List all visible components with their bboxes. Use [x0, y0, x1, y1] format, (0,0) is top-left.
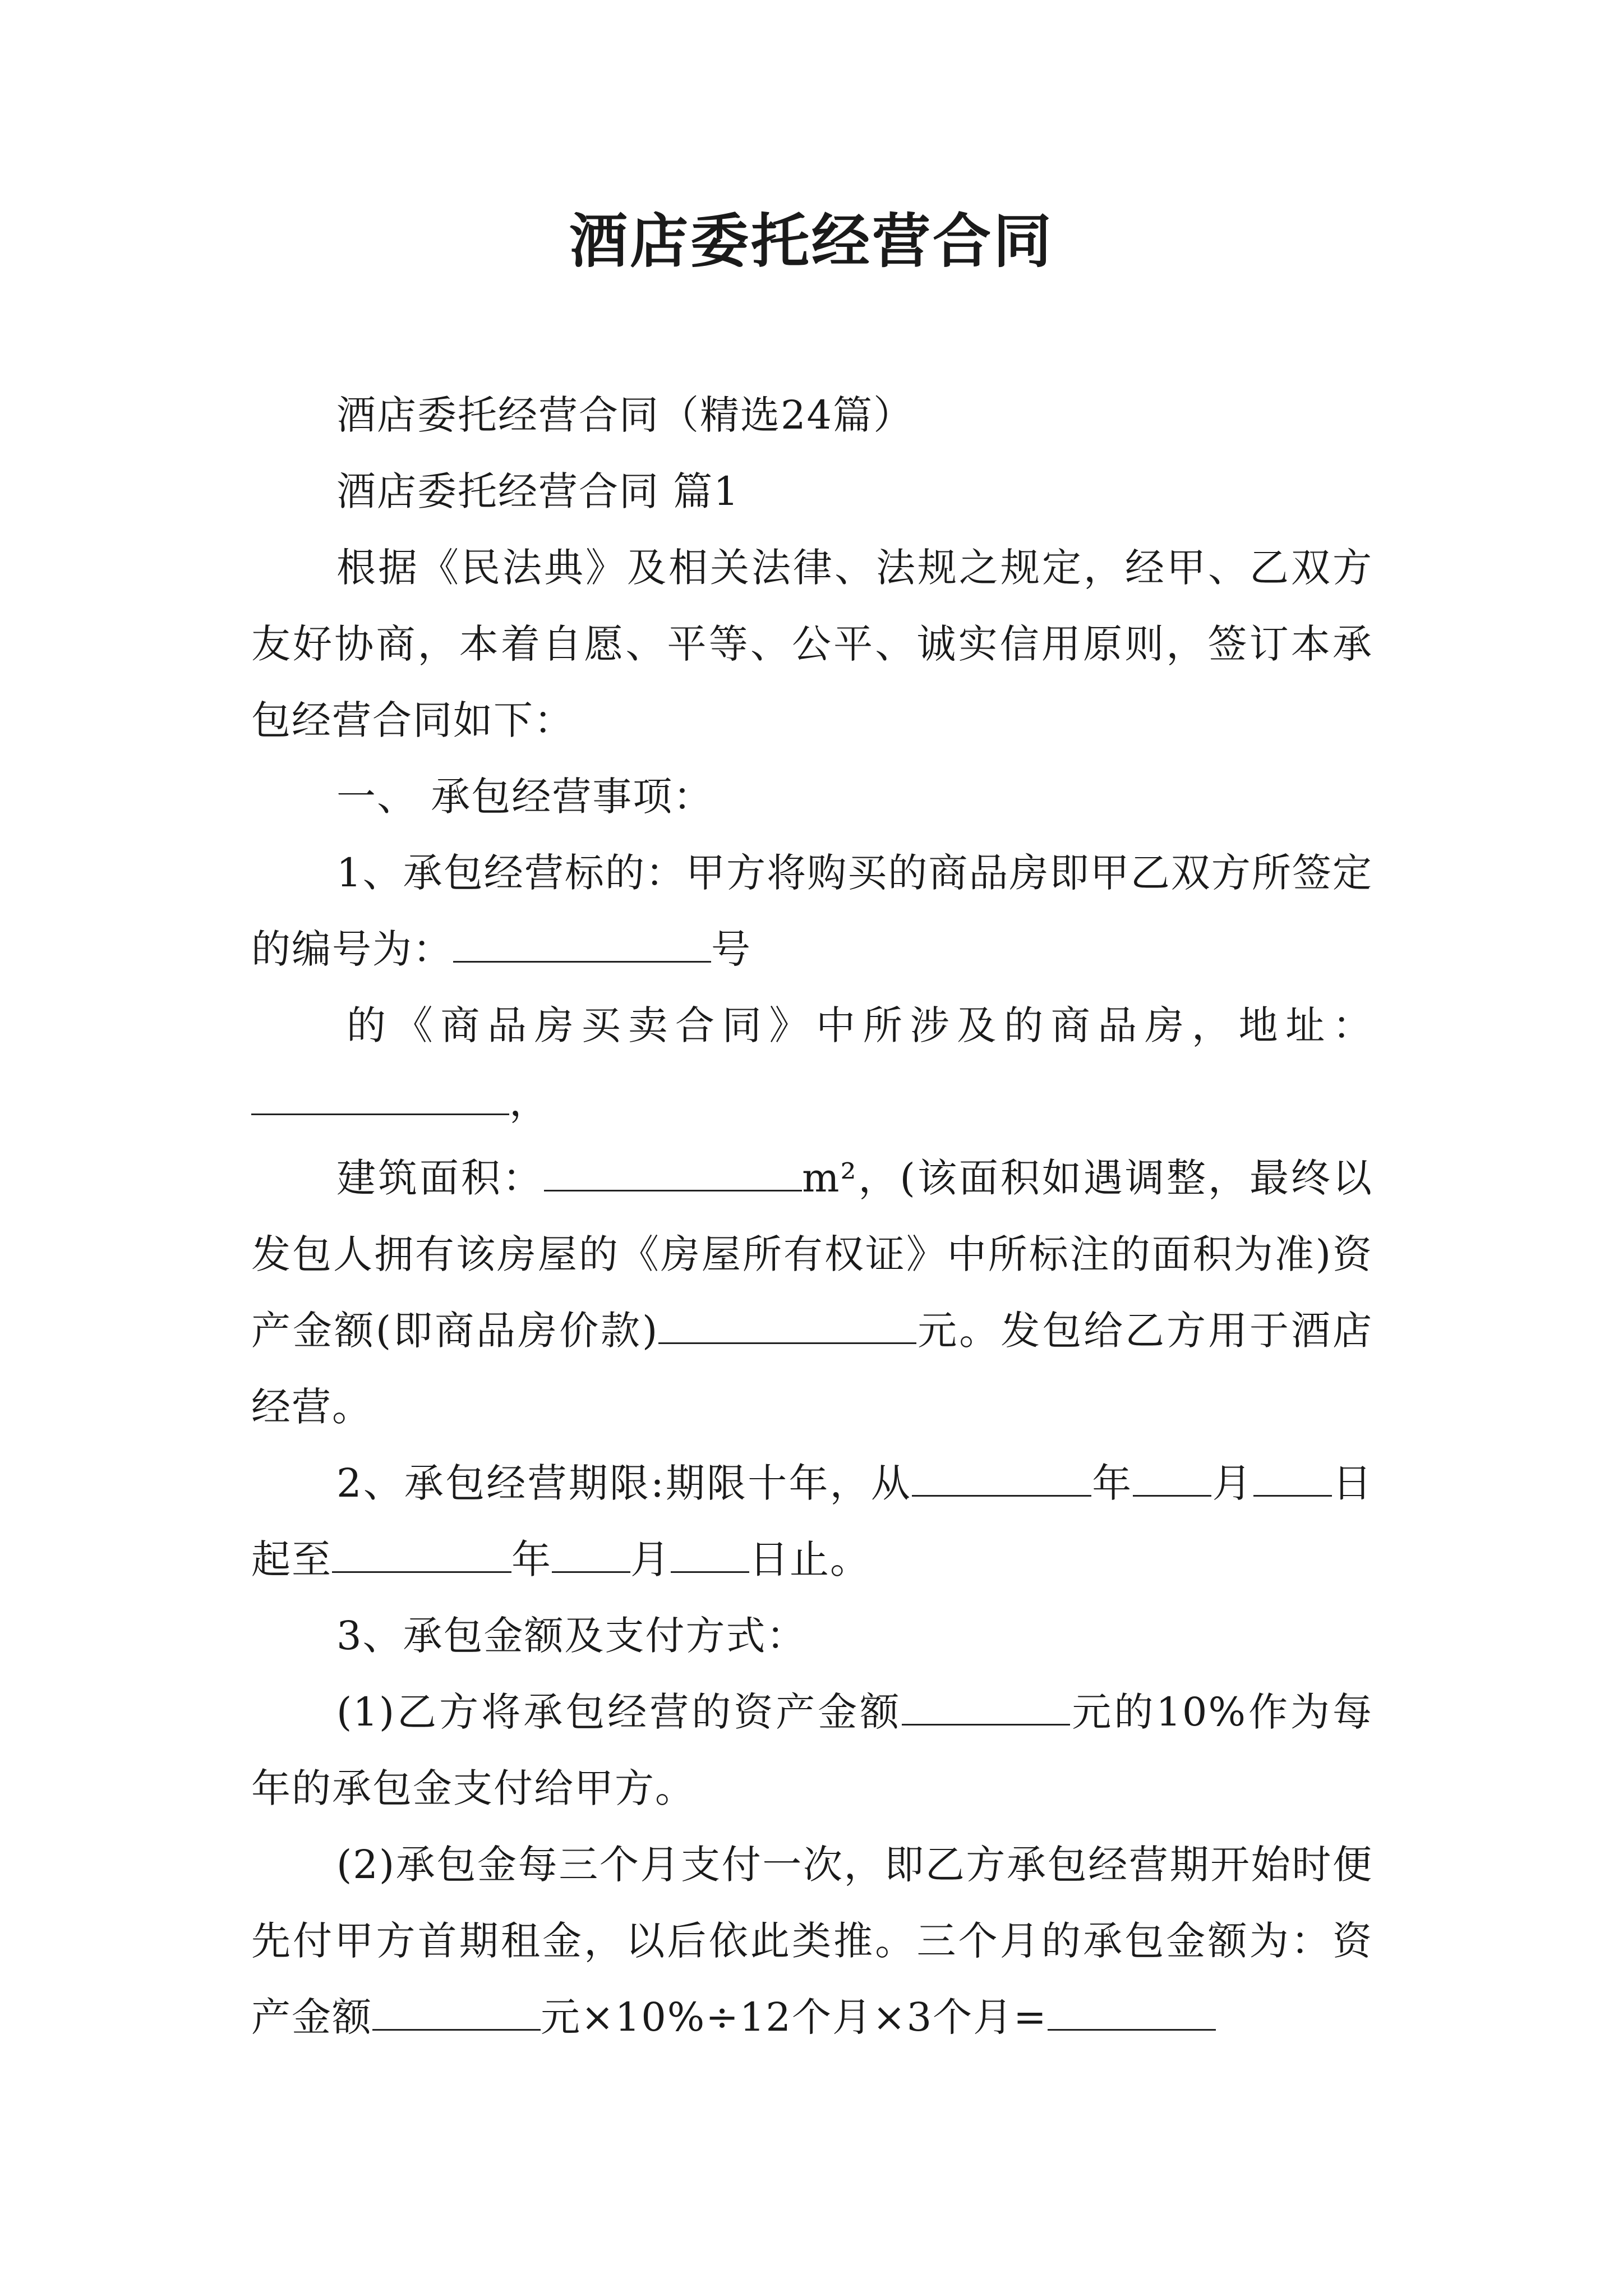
clause-2-year1: 年	[1091, 1460, 1133, 1506]
clause-2-month1: 月	[1211, 1460, 1253, 1506]
document-body	[251, 377, 1373, 2055]
blank-end-month	[552, 1538, 630, 1573]
subtitle-text: 酒店委托经营合同（精选24篇）	[336, 392, 914, 438]
clause-2-month2: 月	[630, 1536, 671, 1582]
clause-3-1-end: 元的10%作为每年的承包金支付给甲方。	[251, 1689, 1373, 1811]
blank-start-day	[1253, 1461, 1332, 1497]
clause-3-2-formula: 元×10%÷12个月×3个月=	[541, 1994, 1048, 2040]
blank-end-year	[332, 1538, 511, 1573]
clause-3-2	[251, 1826, 1373, 2055]
item-one-heading-text: 一、 承包经营事项：	[336, 774, 714, 820]
clause-1-area-end: 元。发包给乙方用于酒店经营。	[251, 1308, 1373, 1430]
clause-1-subject	[251, 835, 1373, 987]
blank-address	[251, 1080, 509, 1115]
clause-1-area-start: 建筑面积：	[336, 1155, 545, 1201]
clause-3-heading	[251, 1598, 1373, 1674]
clause-2-year2: 年	[511, 1536, 552, 1582]
blank-quarter-amount	[1048, 1995, 1216, 2031]
clause-1-address	[251, 987, 1373, 1140]
blank-asset-amount	[658, 1309, 916, 1344]
intro-paragraph	[251, 530, 1373, 758]
intro-text: 根据《民法典》及相关法律、法规之规定，经甲、乙双方友好协商，本着自愿、平等、公平、诚实信用原则，签订本承包经营合同如下：	[251, 545, 1373, 743]
blank-asset-amount-3	[372, 1995, 541, 2031]
clause-3-1	[251, 1674, 1373, 1826]
blank-start-month	[1133, 1461, 1211, 1497]
section-heading-text: 酒店委托经营合同 篇1	[336, 468, 740, 514]
subtitle	[251, 377, 1373, 453]
clause-1-area	[251, 1140, 1373, 1445]
blank-asset-amount-2	[902, 1690, 1070, 1726]
clause-2-start: 2、承包经营期限:期限十年，从	[336, 1460, 912, 1506]
clause-1-address-text: 的《商品房买卖合同》中所涉及的商品房，地址：	[347, 1002, 1373, 1048]
clause-1-subject-text: 1、承包经营标的：甲方将购买的商品房即甲乙双方所签定的编号为：	[251, 850, 1373, 972]
clause-2-term	[251, 1445, 1373, 1598]
clause-1-address-end: ，	[509, 1079, 550, 1125]
clause-1-subject-end: 号	[711, 926, 751, 972]
document-title: 酒店委托经营合同	[569, 206, 1054, 275]
blank-area	[544, 1156, 802, 1191]
clause-2-end: 日止。	[749, 1536, 870, 1582]
blank-end-day	[671, 1538, 749, 1573]
item-one-heading	[251, 758, 1373, 835]
section-heading	[251, 453, 1373, 530]
clause-1-area-mid: m²，(该面积如遇调整，最终以发包人拥有该房屋的《房屋所有权证》中所标注的面积为准)资产金额(即商品房价款)	[251, 1155, 1373, 1354]
blank-start-year	[912, 1461, 1091, 1497]
clause-3-2-text: (2)承包金每三个月支付一次，即乙方承包经营期开始时便先付甲方首期租金，以后依此类推。三个月的承包金额为：资产金额	[251, 1842, 1373, 2040]
clause-2-day1: 日起至	[251, 1460, 1373, 1582]
clause-3-1-start: (1)乙方将承包经营的资产金额	[336, 1689, 902, 1735]
clause-3-heading-text: 3、承包金额及支付方式：	[336, 1613, 807, 1659]
blank-contract-number	[453, 927, 711, 963]
